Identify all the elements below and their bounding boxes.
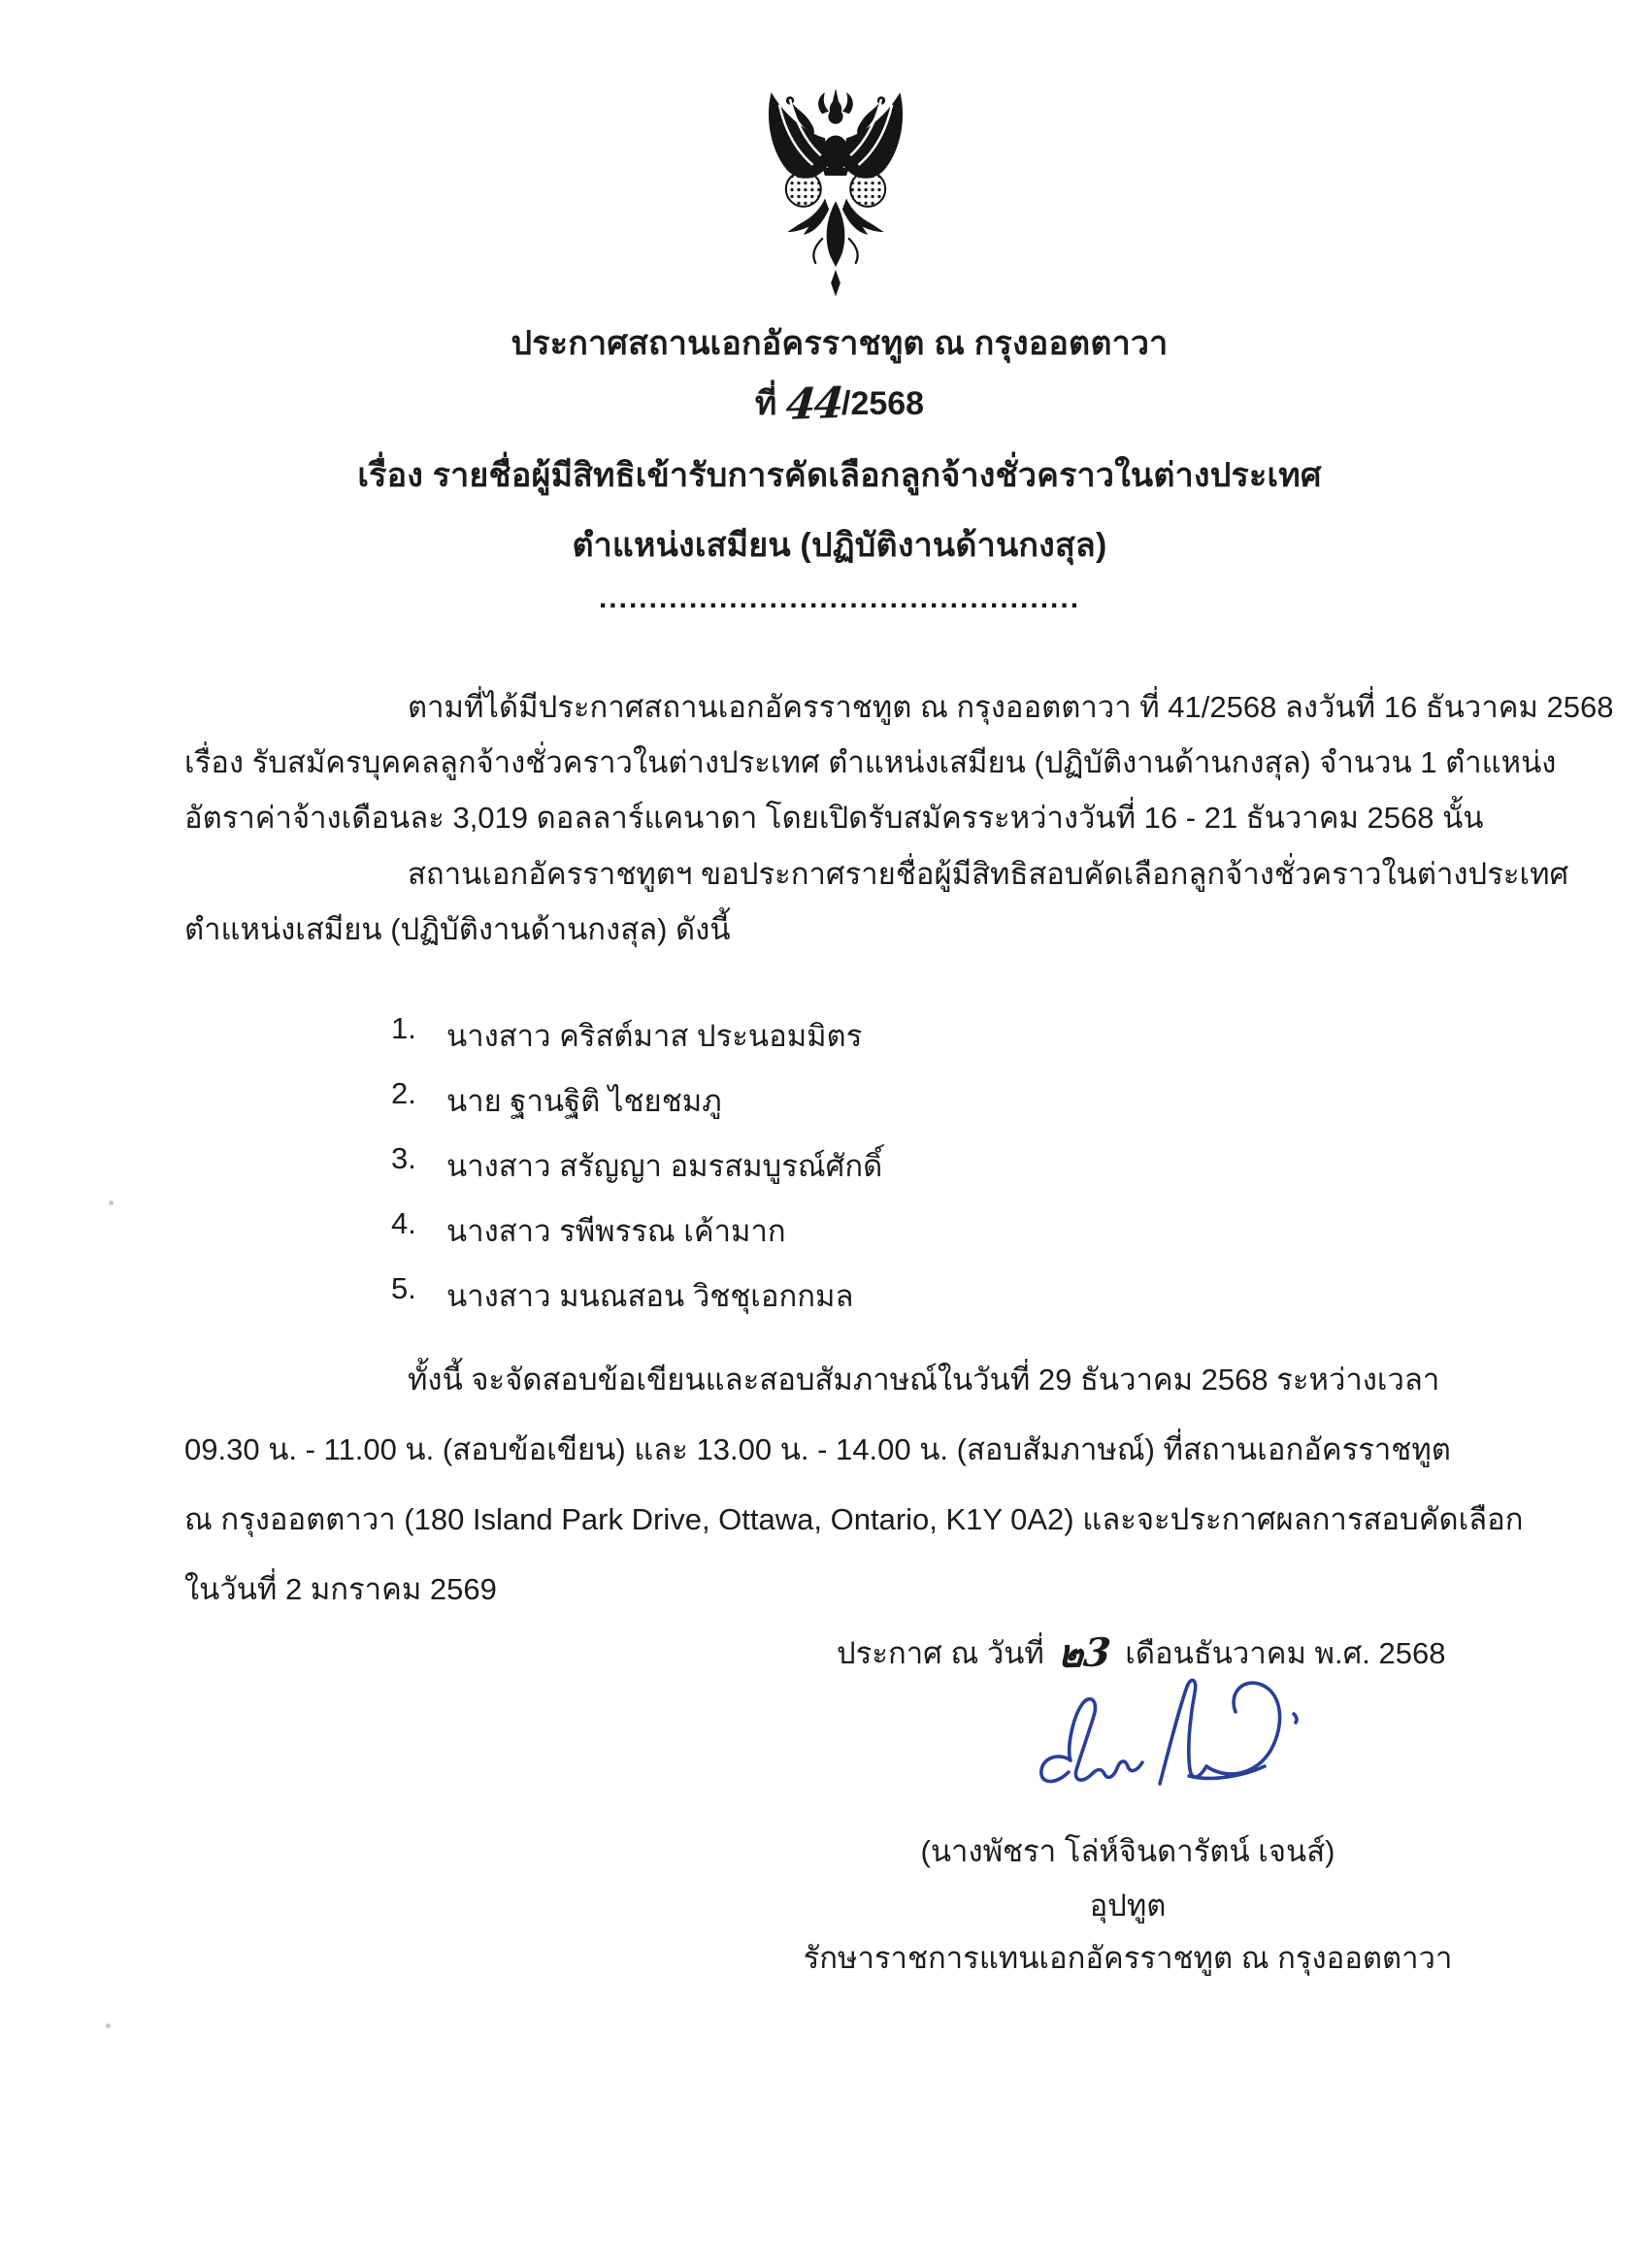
doc-no-year: /2568 — [841, 385, 925, 422]
text-line: สถานเอกอัครราชทูตฯ ขอประกาศรายชื่อผู้มีสิทธิสอบคัดเลือกลูกจ้างชั่วคราวในต่างประเทศ — [408, 857, 1569, 891]
text-line: ในวันที่ 2 มกราคม 2569 — [184, 1572, 497, 1606]
candidate-row — [391, 1141, 882, 1206]
scan-speck — [109, 1200, 114, 1205]
candidate-number: 4. — [391, 1206, 416, 1240]
candidate-name: นางสาว รพีพรรณ เค้ามาก — [446, 1214, 786, 1248]
candidate-name: นางสาว มนณสอน วิชชุเอกกมล — [446, 1279, 854, 1313]
signature-ink-icon — [1005, 1658, 1305, 1827]
candidate-row — [391, 1076, 882, 1141]
text-line: เรื่อง รับสมัครบุคคลลูกจ้างชั่วคราวในต่างประเทศ ตำแหน่งเสมียน (ปฏิบัติงานด้านกงสุล) จำนวน 1 ตำแหน่ง — [184, 745, 1557, 779]
date-prefix: ประกาศ ณ วันที่ — [837, 1636, 1053, 1670]
scan-speck — [106, 2023, 111, 2028]
announcement-title: ประกาศสถานเอกอัครราชทูต ณ กรุงออตตาวา — [511, 325, 1169, 362]
signer-role: รักษาราชการแทนเอกอัครราชทูต ณ กรุงออตตาวา — [803, 1941, 1453, 1975]
candidate-name: นาย ฐานฐิติ ไชยชมภู — [446, 1084, 722, 1118]
candidate-row — [391, 1271, 882, 1336]
signer-name: (นางพัชรา โล่ห์จินดารัตน์ เจนส์) — [920, 1834, 1335, 1868]
paragraph-2 — [184, 846, 1569, 957]
candidate-list — [391, 1011, 882, 1336]
paragraph-1 — [184, 679, 1614, 845]
dotted-separator: ................................................ — [598, 582, 1081, 614]
date-day-handwritten: ๒3 — [1056, 1629, 1113, 1677]
garuda-emblem-icon — [755, 85, 916, 306]
candidate-number: 5. — [391, 1271, 416, 1305]
paragraph-3 — [184, 1345, 1563, 1625]
candidate-row — [391, 1206, 882, 1271]
text-line: 09.30 น. - 11.00 น. (สอบข้อเขียน) และ 13.00 น. - 14.00 น. (สอบสัมภาษณ์) ที่สถานเอกอัครราชทูต — [184, 1432, 1451, 1466]
document-number-line — [31, 377, 1648, 429]
candidate-number: 3. — [391, 1141, 416, 1175]
candidate-number: 2. — [391, 1076, 416, 1110]
doc-no-handwritten-number: 44 — [783, 378, 844, 430]
candidate-name: นางสาว คริสต์มาส ประนอมมิตร — [446, 1019, 863, 1053]
text-line: ทั้งนี้ จะจัดสอบข้อเขียนและสอบสัมภาษณ์ในวันที่ 29 ธันวาคม 2568 ระหว่างเวลา — [408, 1363, 1440, 1397]
signer-title: อุปทูต — [1089, 1889, 1167, 1923]
text-line: ณ กรุงออตตาวา (180 Island Park Drive, Ottawa, Ontario, K1Y 0A2) และจะประกาศผลการสอบคัดเลือก — [184, 1502, 1524, 1536]
text-line: ตำแหน่งเสมียน (ปฏิบัติงานด้านกงสุล) ดังนี้ — [184, 912, 731, 946]
candidate-row — [391, 1011, 882, 1076]
subject-line-1: เรื่อง รายชื่อผู้มีสิทธิเข้ารับการคัดเลือกลูกจ้างชั่วคราวในต่างประเทศ — [357, 457, 1322, 494]
doc-no-prefix: ที่ — [754, 385, 786, 422]
text-line: อัตราค่าจ้างเดือนละ 3,019 ดอลลาร์แคนาดา โดยเปิดรับสมัครระหว่างวันที่ 16 - 21 ธันวาคม 2568 นั้น — [184, 801, 1484, 835]
date-suffix: เดือนธันวาคม พ.ศ. 2568 — [1116, 1636, 1446, 1670]
candidate-number: 1. — [391, 1011, 416, 1045]
candidate-name: นางสาว สรัญญา อมรสมบูรณ์ศักดิ์ — [446, 1149, 883, 1183]
text-line: ตามที่ได้มีประกาศสถานเอกอัครราชทูต ณ กรุงออตตาวา ที่ 41/2568 ลงวันที่ 16 ธันวาคม 2568 — [408, 690, 1614, 724]
subject-line-2: ตำแหน่งเสมียน (ปฏิบัติงานด้านกงสุล) — [572, 527, 1107, 564]
